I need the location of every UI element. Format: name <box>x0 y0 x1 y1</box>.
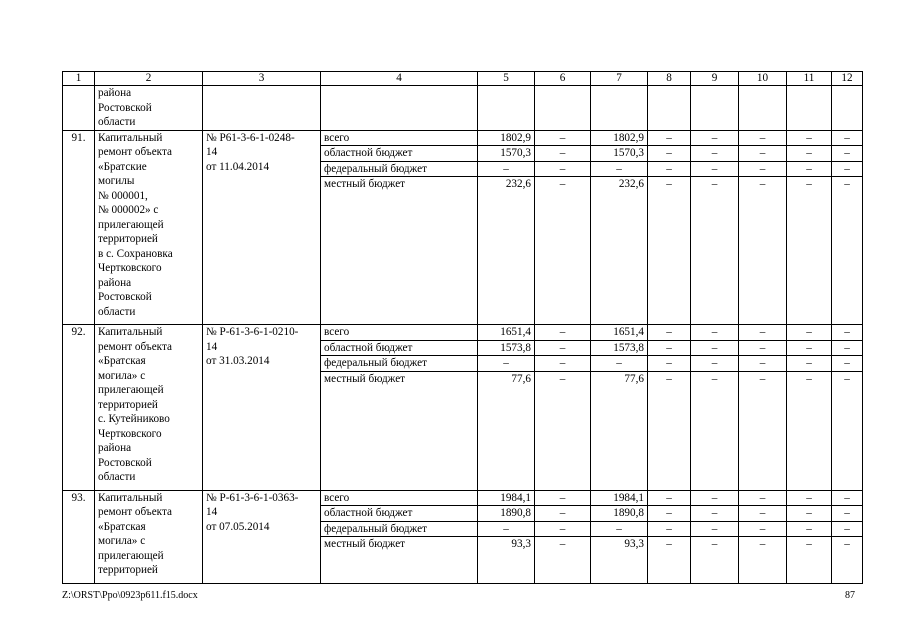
empty-cell <box>648 86 691 131</box>
value-cell-c9: – <box>691 130 739 146</box>
name-line: области <box>98 305 136 318</box>
empty-cell <box>535 86 591 131</box>
value-cell-c10: – <box>739 146 787 162</box>
header-col-7: 7 <box>591 72 648 86</box>
doc-line: 14 <box>206 506 218 518</box>
name-line: Чертковского <box>98 262 162 274</box>
value-cell-c7: 232,6 <box>591 177 648 325</box>
expertise-doc-cell <box>203 325 321 491</box>
name-line: Чертковского <box>98 427 162 440</box>
funding-source-label: всего <box>321 130 478 146</box>
funding-source-label: местный бюджет <box>321 537 478 584</box>
value-cell-c9: – <box>691 177 739 325</box>
name-line: Капитальный <box>98 326 163 338</box>
value-cell-c7: 93,3 <box>591 537 648 584</box>
value-cell-c7: – <box>591 161 648 177</box>
name-line: Ростовской <box>98 101 152 114</box>
value-cell-c12: – <box>832 177 863 325</box>
doc-line: 14 <box>206 340 218 353</box>
expertise-doc-cell <box>203 130 321 325</box>
name-line: прилегающей <box>98 549 164 562</box>
value-cell-c7: 77,6 <box>591 371 648 490</box>
name-line: ремонт объекта <box>98 146 172 158</box>
expertise-doc-cell <box>203 490 321 583</box>
name-line: «Братская <box>98 355 146 367</box>
value-cell-c11: – <box>787 506 832 522</box>
funding-source-label: областной бюджет <box>321 340 478 356</box>
value-cell-c8: – <box>648 537 691 584</box>
header-col-2: 2 <box>95 72 203 86</box>
value-cell-c7: 1570,3 <box>591 146 648 162</box>
header-col-11: 11 <box>787 72 832 86</box>
header-col-8: 8 <box>648 72 691 86</box>
name-line: прилегающей <box>98 218 164 231</box>
value-cell-c12: – <box>832 537 863 584</box>
doc-line: от 11.04.2014 <box>206 160 270 173</box>
value-cell-c5: 232,6 <box>478 177 535 325</box>
value-cell-c9: – <box>691 371 739 490</box>
footer-file-path: Z:\ORST\Ppo\0923p611.f15.docx <box>62 590 198 601</box>
name-line: области <box>98 116 136 128</box>
value-cell-c11: – <box>787 521 832 537</box>
value-cell-c8: – <box>648 146 691 162</box>
value-cell-c5: 1573,8 <box>478 340 535 356</box>
value-cell-c11: – <box>787 537 832 584</box>
value-cell-c6: – <box>535 325 591 341</box>
object-name-cell <box>95 325 203 491</box>
value-cell-c9: – <box>691 325 739 341</box>
value-cell-c11: – <box>787 146 832 162</box>
name-line: территорией <box>98 564 158 576</box>
empty-cell <box>691 86 739 131</box>
row-number: 92. <box>63 325 95 491</box>
doc-line: № Р61-3-6-1-0248- <box>206 131 295 144</box>
value-cell-c12: – <box>832 490 863 506</box>
name-line: ремонт объекта <box>98 340 172 353</box>
name-line: территорией <box>98 398 158 411</box>
doc-line: № Р-61-3-6-1-0210- <box>206 326 299 338</box>
value-cell-c12: – <box>832 325 863 341</box>
value-cell-c5: 1890,8 <box>478 506 535 522</box>
value-cell-c5: – <box>478 521 535 537</box>
value-cell-c12: – <box>832 146 863 162</box>
value-cell-c5: 1651,4 <box>478 325 535 341</box>
continuation-row <box>63 86 863 131</box>
object-row <box>63 130 863 146</box>
value-cell-c9: – <box>691 340 739 356</box>
column-number-header-row <box>63 72 863 86</box>
value-cell-c9: – <box>691 146 739 162</box>
name-line: района <box>98 276 132 289</box>
name-line: № 000002» с <box>98 204 159 216</box>
funding-source-label: федеральный бюджет <box>321 521 478 537</box>
value-cell-c6: – <box>535 521 591 537</box>
value-cell-c10: – <box>739 325 787 341</box>
doc-line: № Р-61-3-6-1-0363- <box>206 491 299 504</box>
value-cell-c5: 77,6 <box>478 371 535 490</box>
value-cell-c8: – <box>648 177 691 325</box>
value-cell-c8: – <box>648 161 691 177</box>
value-cell-c5: – <box>478 356 535 372</box>
value-cell-c5: 1802,9 <box>478 130 535 146</box>
value-cell-c10: – <box>739 356 787 372</box>
value-cell-c11: – <box>787 130 832 146</box>
value-cell-c7: 1573,8 <box>591 340 648 356</box>
header-col-9: 9 <box>691 72 739 86</box>
value-cell-c7: 1890,8 <box>591 506 648 522</box>
value-cell-c12: – <box>832 130 863 146</box>
value-cell-c6: – <box>535 537 591 584</box>
value-cell-c7: 1802,9 <box>591 130 648 146</box>
value-cell-c6: – <box>535 146 591 162</box>
name-line: могила» с <box>98 535 146 547</box>
name-line: в с. Сохрановка <box>98 247 173 260</box>
doc-line: от 07.05.2014 <box>206 520 270 533</box>
funding-source-label: федеральный бюджет <box>321 356 478 372</box>
value-cell-c8: – <box>648 356 691 372</box>
doc-line: 14 <box>206 146 218 158</box>
value-cell-c7: 1984,1 <box>591 490 648 506</box>
funding-source-label: федеральный бюджет <box>321 161 478 177</box>
object-name-cell <box>95 490 203 583</box>
value-cell-c8: – <box>648 130 691 146</box>
row-number: 91. <box>63 130 95 325</box>
name-line: № 000001, <box>98 189 148 202</box>
value-cell-c11: – <box>787 161 832 177</box>
name-line: могилы <box>98 175 135 187</box>
value-cell-c6: – <box>535 356 591 372</box>
name-line: с. Кутейниково <box>98 413 170 425</box>
name-line: могила» с <box>98 369 146 382</box>
value-cell-c5: 1570,3 <box>478 146 535 162</box>
value-cell-c7: 1651,4 <box>591 325 648 341</box>
name-line: Капитальный <box>98 491 163 504</box>
value-cell-c5: 93,3 <box>478 537 535 584</box>
empty-cell <box>203 86 321 131</box>
funding-source-label: всего <box>321 490 478 506</box>
value-cell-c10: – <box>739 371 787 490</box>
value-cell-c8: – <box>648 506 691 522</box>
value-cell-c9: – <box>691 521 739 537</box>
value-cell-c11: – <box>787 356 832 372</box>
continuation-name-cell <box>95 86 203 131</box>
value-cell-c6: – <box>535 506 591 522</box>
funding-source-label: местный бюджет <box>321 371 478 490</box>
value-cell-c9: – <box>691 490 739 506</box>
value-cell-c10: – <box>739 506 787 522</box>
value-cell-c8: – <box>648 490 691 506</box>
header-col-5: 5 <box>478 72 535 86</box>
value-cell-c11: – <box>787 177 832 325</box>
value-cell-c11: – <box>787 325 832 341</box>
header-col-3: 3 <box>203 72 321 86</box>
empty-cell <box>321 86 478 131</box>
name-line: «Братские <box>98 160 147 173</box>
value-cell-c10: – <box>739 490 787 506</box>
funding-source-label: местный бюджет <box>321 177 478 325</box>
table-body <box>63 86 863 584</box>
name-line: Ростовской <box>98 456 152 469</box>
footer-page-number: 87 <box>845 590 855 601</box>
doc-line: от 31.03.2014 <box>206 355 270 367</box>
value-cell-c7: – <box>591 356 648 372</box>
name-line: Капитальный <box>98 131 163 144</box>
value-cell-c6: – <box>535 161 591 177</box>
value-cell-c12: – <box>832 371 863 490</box>
program-table <box>62 71 863 584</box>
empty-cell <box>591 86 648 131</box>
value-cell-c10: – <box>739 130 787 146</box>
value-cell-c9: – <box>691 537 739 584</box>
empty-cell <box>832 86 863 131</box>
value-cell-c10: – <box>739 340 787 356</box>
name-line: «Братская <box>98 520 146 533</box>
value-cell-c6: – <box>535 130 591 146</box>
value-cell-c7: – <box>591 521 648 537</box>
empty-cell <box>478 86 535 131</box>
value-cell-c8: – <box>648 521 691 537</box>
funding-source-label: всего <box>321 325 478 341</box>
continuation-num-cell <box>63 86 95 131</box>
value-cell-c10: – <box>739 161 787 177</box>
value-cell-c5: 1984,1 <box>478 490 535 506</box>
object-name-cell <box>95 130 203 325</box>
value-cell-c12: – <box>832 506 863 522</box>
value-cell-c11: – <box>787 490 832 506</box>
header-col-1: 1 <box>63 72 95 86</box>
object-row <box>63 325 863 341</box>
empty-cell <box>739 86 787 131</box>
value-cell-c10: – <box>739 177 787 325</box>
empty-cell <box>787 86 832 131</box>
value-cell-c6: – <box>535 177 591 325</box>
value-cell-c8: – <box>648 340 691 356</box>
value-cell-c5: – <box>478 161 535 177</box>
header-col-6: 6 <box>535 72 591 86</box>
name-line: района <box>98 87 132 99</box>
value-cell-c6: – <box>535 340 591 356</box>
name-line: ремонт объекта <box>98 506 172 518</box>
value-cell-c10: – <box>739 521 787 537</box>
value-cell-c11: – <box>787 340 832 356</box>
value-cell-c12: – <box>832 161 863 177</box>
value-cell-c12: – <box>832 340 863 356</box>
value-cell-c9: – <box>691 506 739 522</box>
value-cell-c8: – <box>648 371 691 490</box>
value-cell-c8: – <box>648 325 691 341</box>
funding-source-label: областной бюджет <box>321 506 478 522</box>
value-cell-c9: – <box>691 356 739 372</box>
header-col-10: 10 <box>739 72 787 86</box>
value-cell-c6: – <box>535 490 591 506</box>
value-cell-c10: – <box>739 537 787 584</box>
value-cell-c11: – <box>787 371 832 490</box>
header-col-12: 12 <box>832 72 863 86</box>
funding-source-label: областной бюджет <box>321 146 478 162</box>
value-cell-c12: – <box>832 521 863 537</box>
value-cell-c6: – <box>535 371 591 490</box>
name-line: района <box>98 442 132 454</box>
name-line: прилегающей <box>98 384 164 396</box>
name-line: территорией <box>98 233 158 245</box>
object-row <box>63 490 863 506</box>
value-cell-c9: – <box>691 161 739 177</box>
name-line: Ростовской <box>98 291 152 303</box>
header-col-4: 4 <box>321 72 478 86</box>
value-cell-c12: – <box>832 356 863 372</box>
name-line: области <box>98 471 136 483</box>
row-number: 93. <box>63 490 95 583</box>
